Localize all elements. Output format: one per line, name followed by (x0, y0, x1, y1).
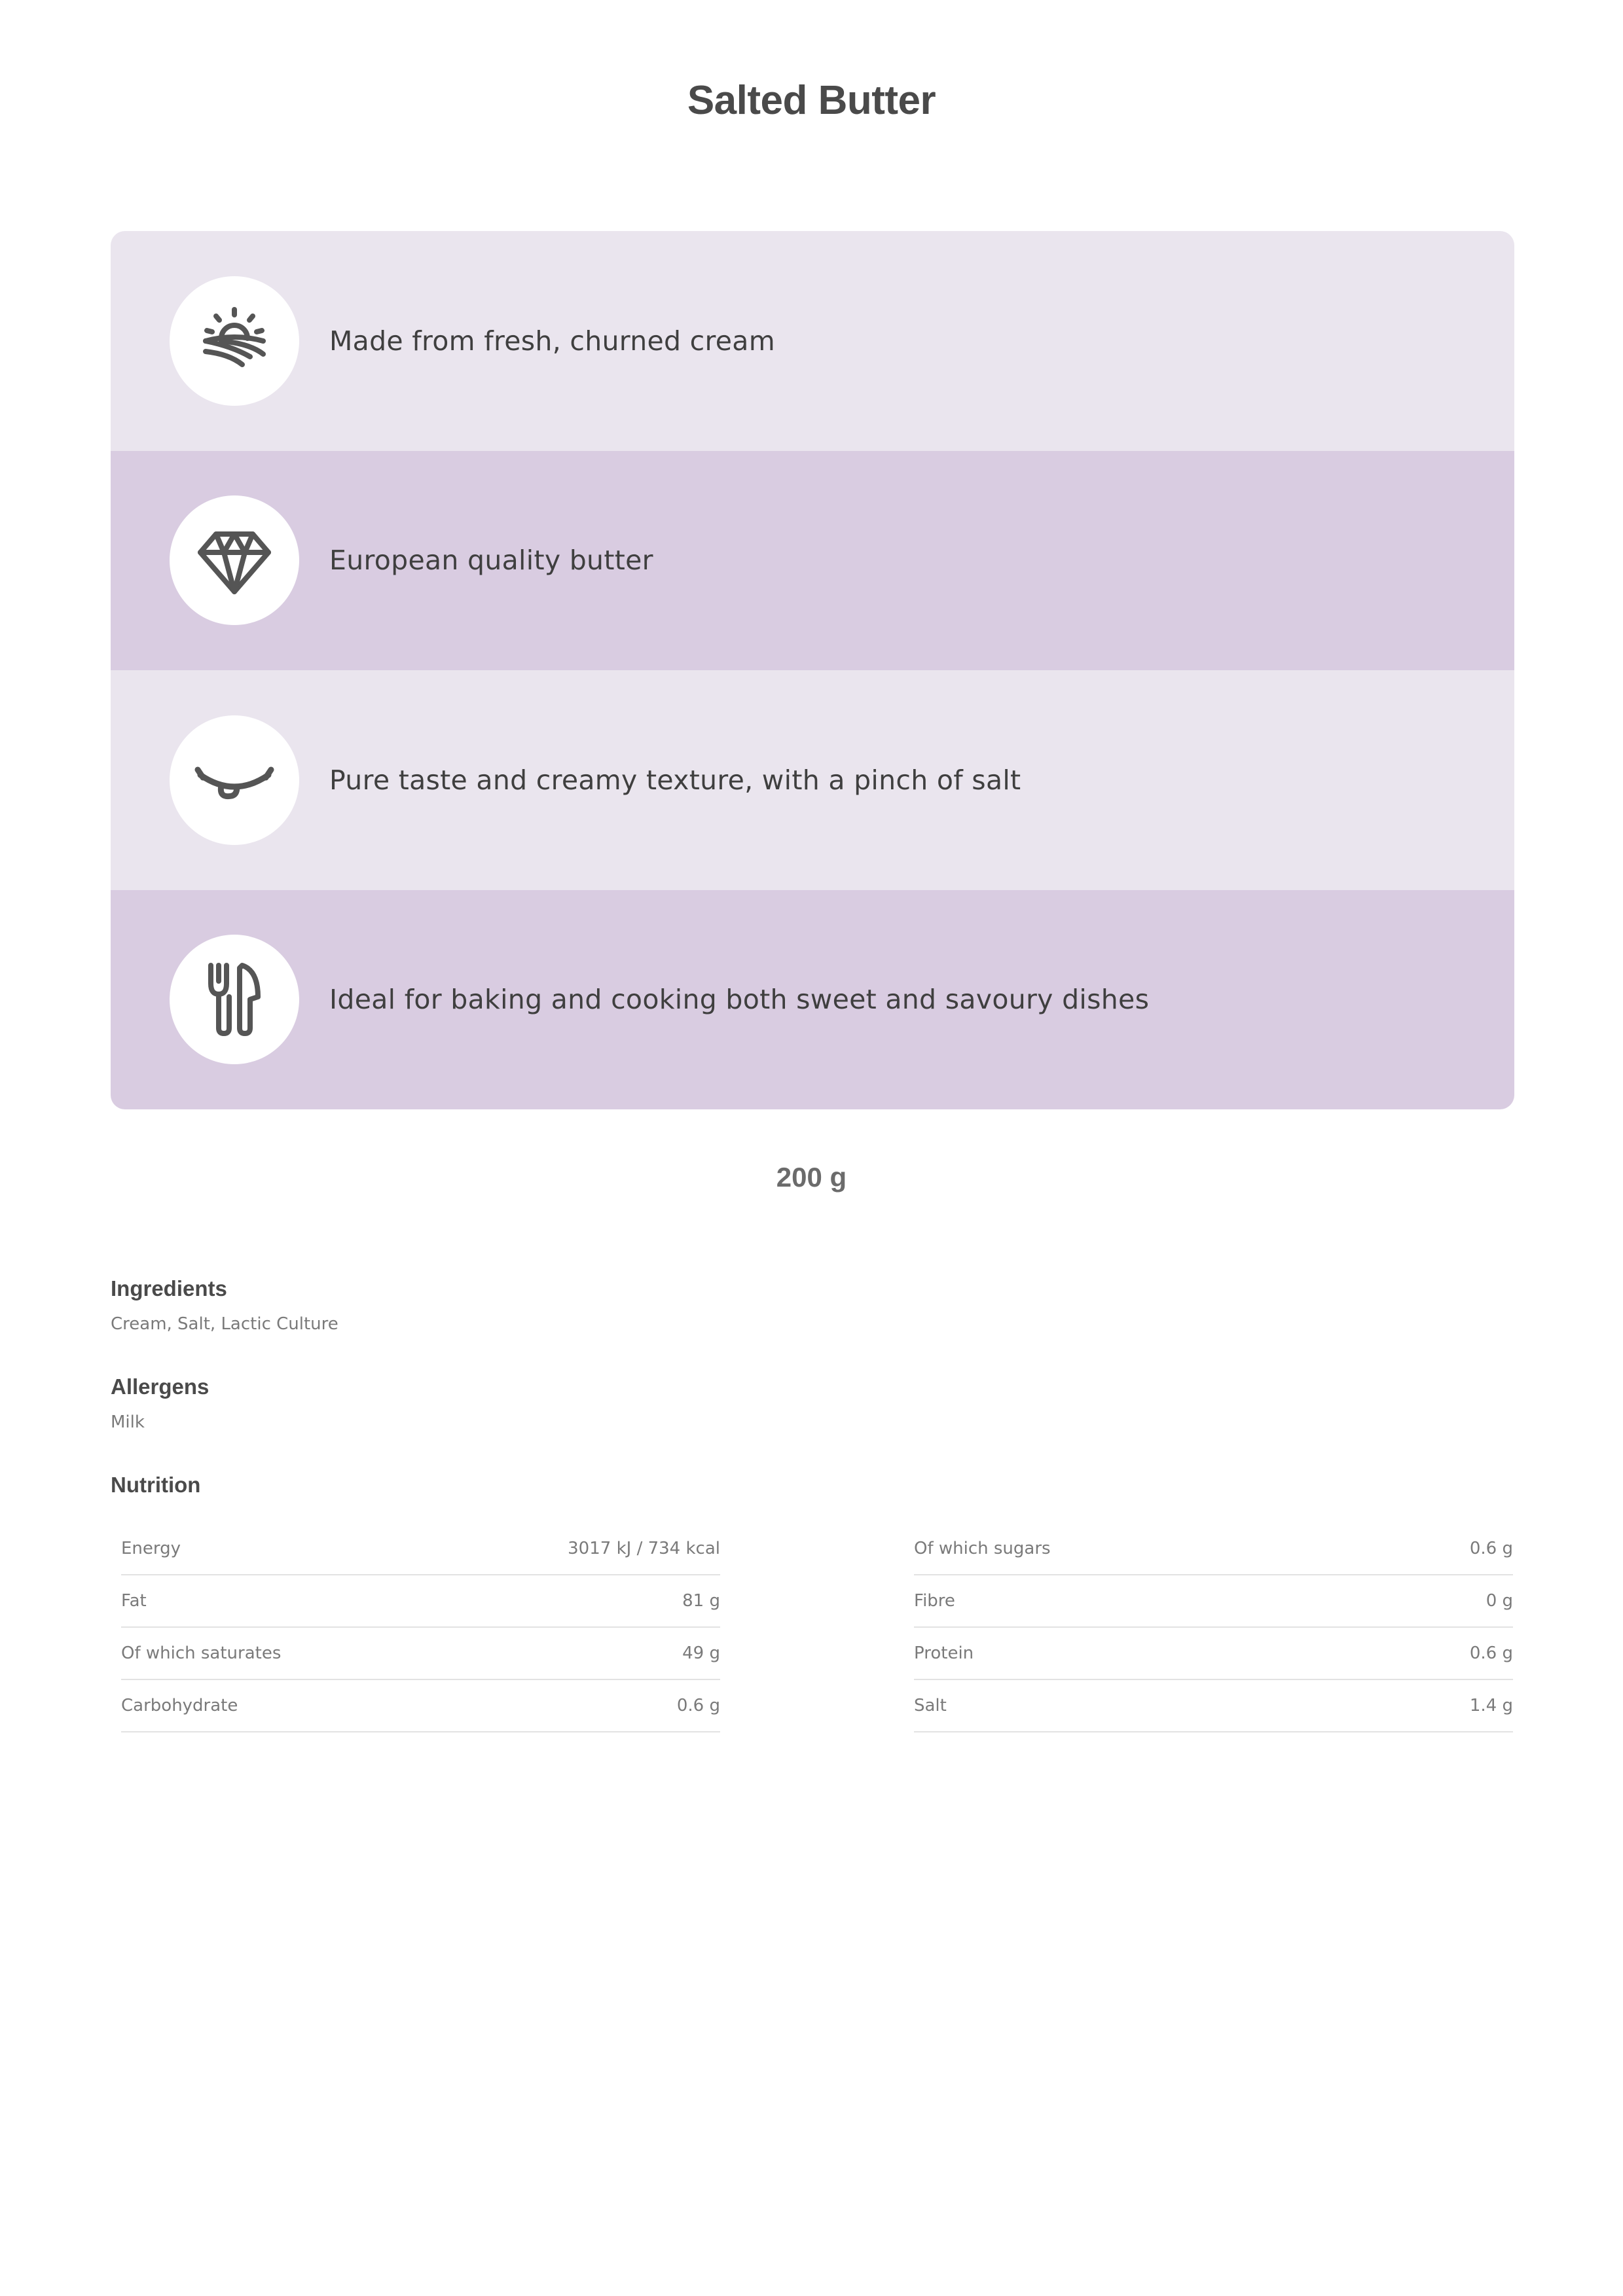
ingredients-heading: Ingredients (111, 1276, 227, 1300)
nutrient-label: Of which saturates (121, 1643, 282, 1663)
table-row (121, 1575, 720, 1628)
tongue-taste-icon (170, 715, 299, 845)
nutrition-table-left (121, 1523, 720, 1732)
nutrient-label: Of which sugars (914, 1539, 1051, 1558)
nutrient-label: Carbohydrate (121, 1696, 238, 1715)
ingredients-text: Cream, Salt, Lactic Culture (111, 1314, 338, 1334)
nutrient-value: 0 g (1486, 1591, 1513, 1611)
nutrient-value: 0.6 g (1469, 1643, 1513, 1663)
table-row (121, 1628, 720, 1680)
nutrient-label: Protein (914, 1643, 974, 1663)
table-row (914, 1523, 1513, 1575)
nutrient-value: 49 g (682, 1643, 720, 1663)
feature-text: European quality butter (329, 545, 653, 577)
feature-row (111, 890, 1514, 1110)
nutrient-label: Fibre (914, 1591, 955, 1611)
nutrient-label: Salt (914, 1696, 947, 1715)
table-row (121, 1523, 720, 1575)
feature-text: Ideal for baking and cooking both sweet and savoury dishes (329, 984, 1150, 1016)
nutrient-label: Energy (121, 1539, 181, 1558)
table-row (914, 1575, 1513, 1628)
page-title: Salted Butter (687, 78, 936, 123)
sunrise-field-icon (170, 276, 299, 406)
features-panel (111, 231, 1514, 1109)
nutrient-label: Fat (121, 1591, 147, 1611)
nutrient-value: 0.6 g (1469, 1539, 1513, 1558)
nutrient-value: 3017 kJ / 734 kcal (568, 1539, 720, 1558)
nutrient-value: 81 g (682, 1591, 720, 1611)
allergens-text: Milk (111, 1412, 145, 1432)
feature-row (111, 231, 1514, 451)
allergens-heading: Allergens (111, 1374, 210, 1399)
diamond-icon (170, 495, 299, 625)
nutrient-value: 0.6 g (676, 1696, 720, 1715)
table-row (914, 1680, 1513, 1732)
feature-row (111, 670, 1514, 890)
feature-row (111, 451, 1514, 671)
feature-text: Pure taste and creamy texture, with a pinch of salt (329, 764, 1021, 796)
nutrition-table-right (914, 1523, 1513, 1732)
product-weight: 200 g (776, 1162, 847, 1193)
nutrition-heading: Nutrition (111, 1473, 201, 1497)
nutrient-value: 1.4 g (1469, 1696, 1513, 1715)
fork-knife-icon (170, 935, 299, 1064)
table-row (121, 1680, 720, 1732)
feature-text: Made from fresh, churned cream (329, 325, 775, 357)
table-row (914, 1628, 1513, 1680)
